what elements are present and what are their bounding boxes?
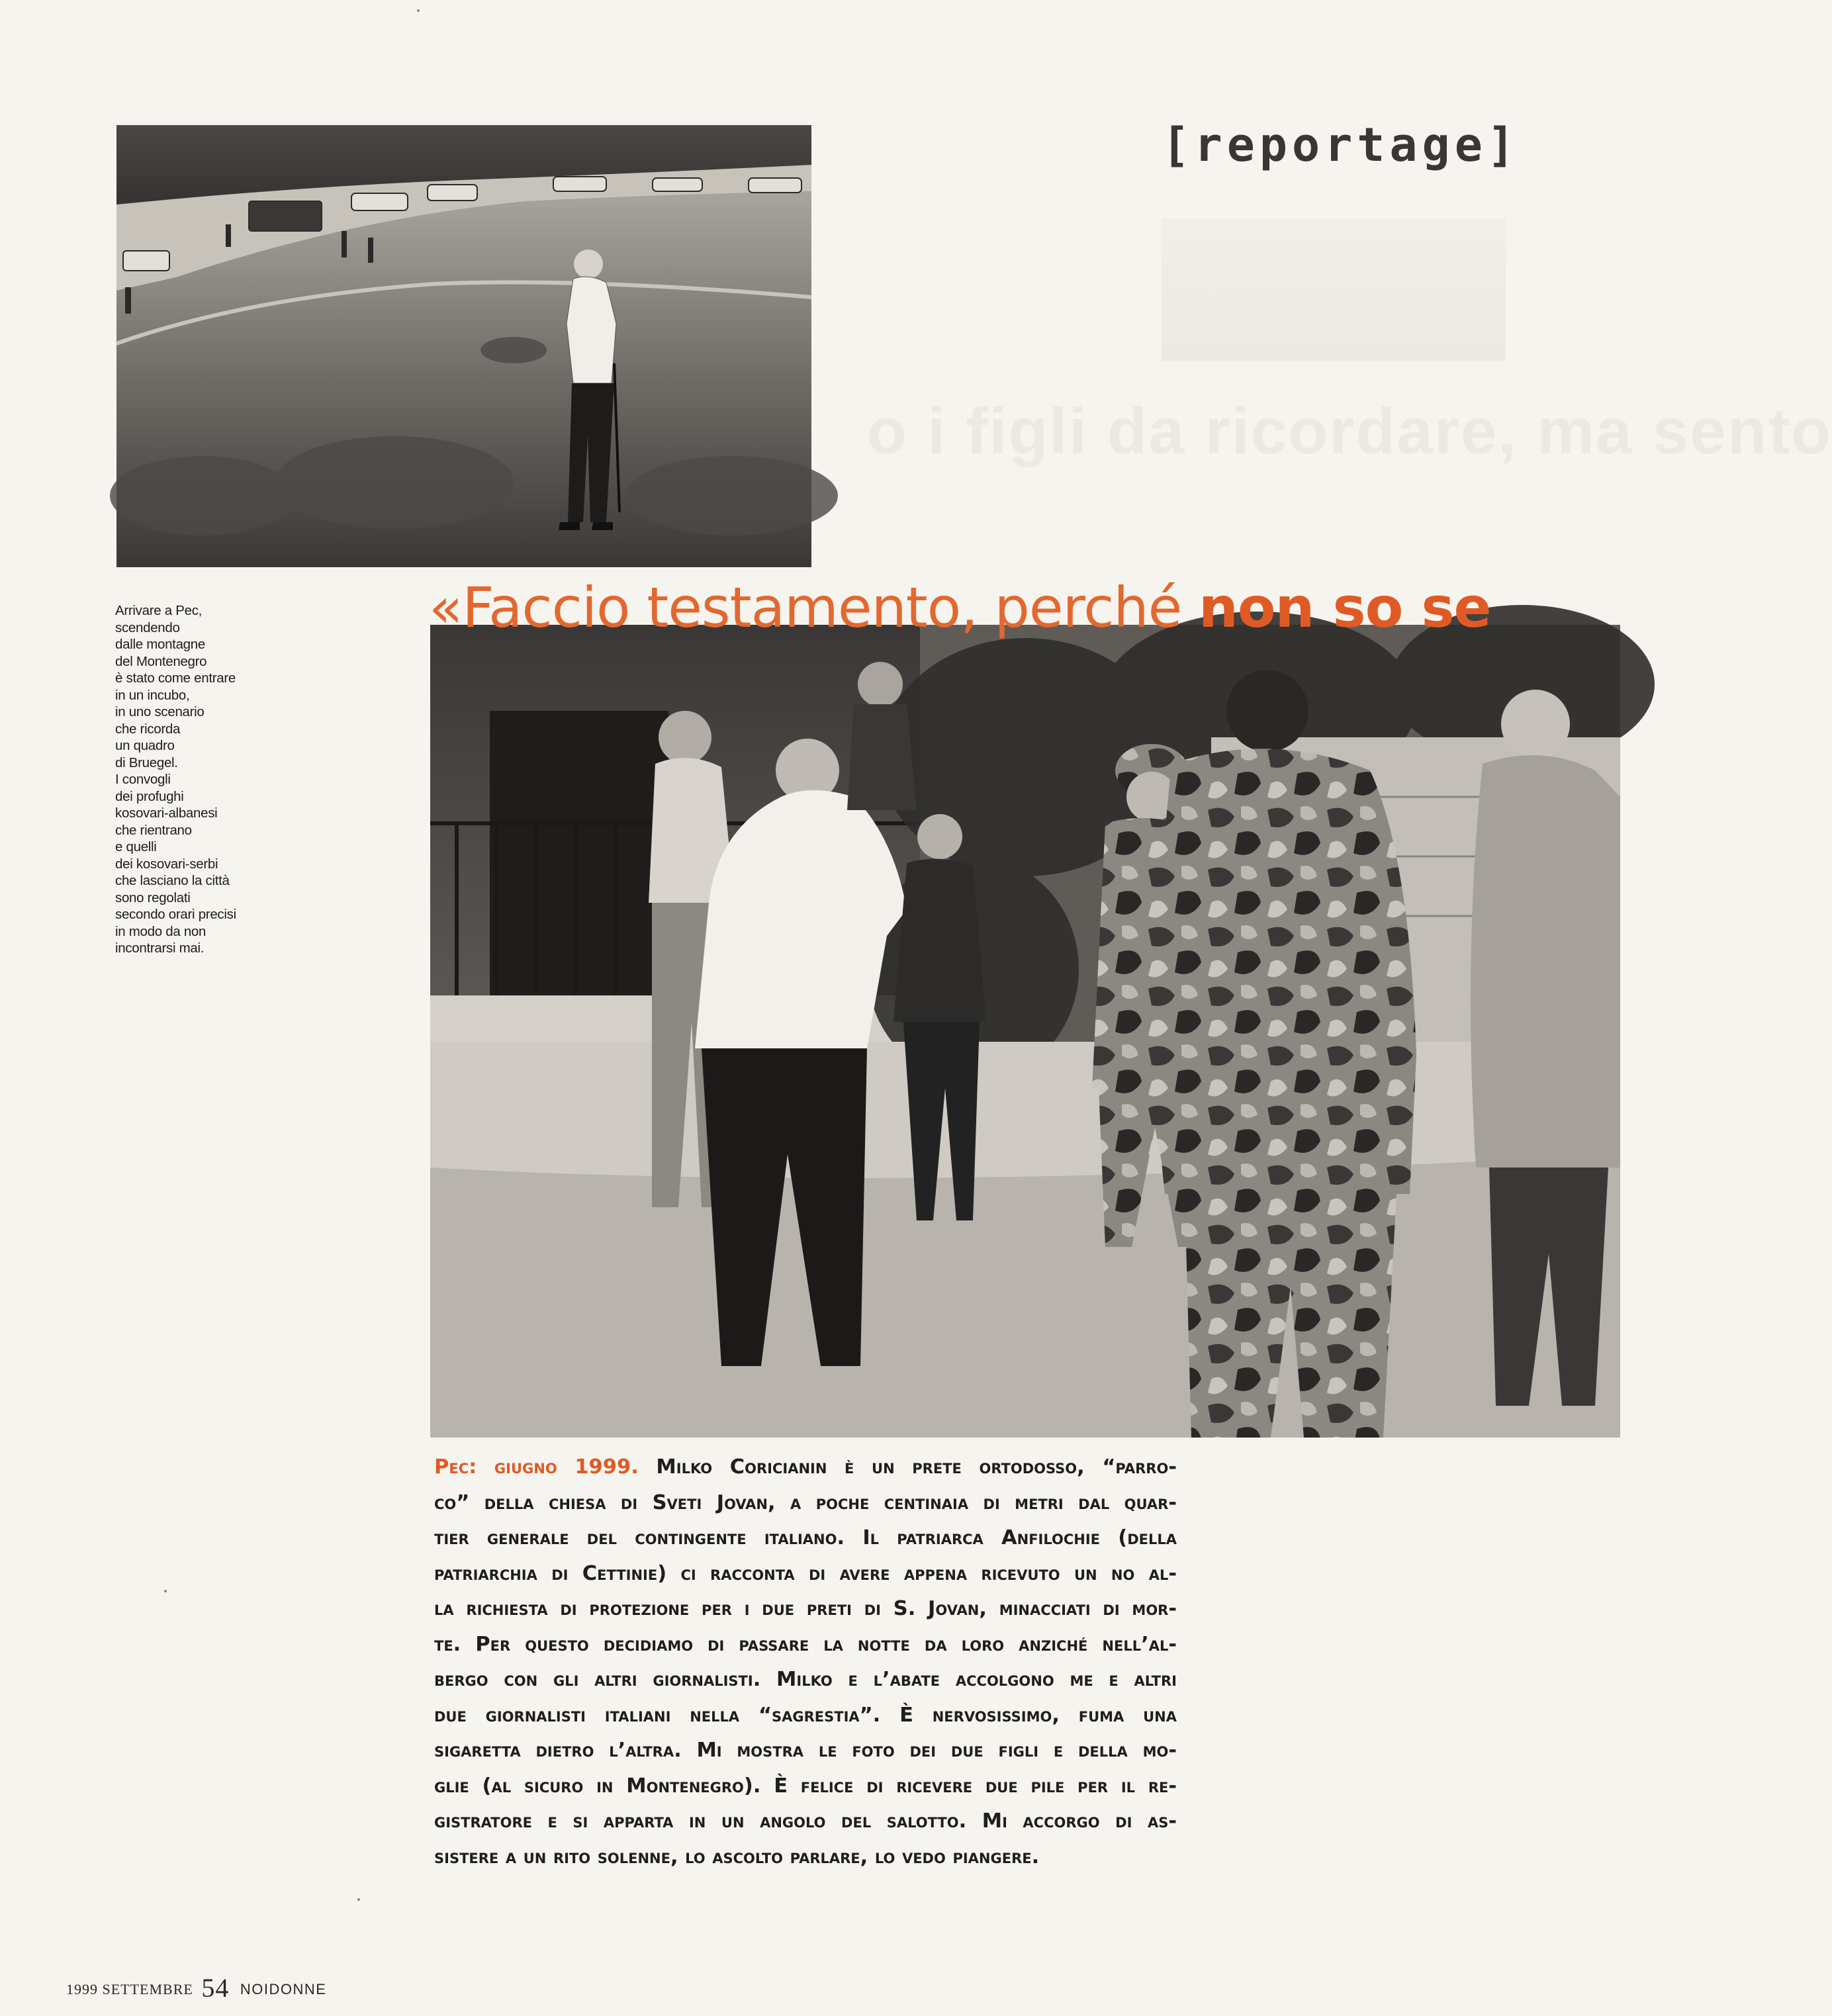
sidebar-caption-line: e quelli — [115, 839, 157, 854]
sidebar-caption-line: che rientrano — [115, 822, 192, 838]
sidebar-caption-line: incontrarsi mai. — [115, 940, 205, 956]
page-footer — [66, 1972, 326, 2003]
sidebar-caption-line: che lasciano la città — [115, 873, 230, 888]
caption-line: patriarchia di Cettinie) ci racconta di avere appena ricevuto un no al- — [434, 1561, 1177, 1585]
sidebar-caption-line: kosovari-albanesi — [115, 805, 218, 821]
sidebar-caption-line: I convogli — [115, 772, 171, 787]
caption-line — [434, 1449, 1177, 1485]
sidebar-caption-line: in modo da non — [115, 923, 206, 939]
print-speck — [417, 9, 420, 12]
print-speck — [164, 1590, 167, 1592]
caption-line: sistere a un rito solenne, lo ascolto parlare, lo vedo piangere. — [434, 1845, 1040, 1868]
sidebar-caption-line: secondo orari precisi — [115, 907, 236, 922]
sidebar-caption-line: dei profughi — [115, 788, 184, 804]
caption-line: la richiesta di protezione per i due preti di S. Jovan, minacciati di mor- — [434, 1597, 1177, 1620]
caption-line: bergo con gli altri giornalisti. Milko e l’abate accolgono me e altri — [434, 1668, 1177, 1691]
sidebar-caption-line: un quadro — [115, 738, 175, 753]
caption-line: tier generale del contingente italiano. Il patriarca Anfilochie (della — [434, 1526, 1177, 1549]
sidebar-caption-line: in uno scenario — [115, 704, 205, 719]
caption-kicker: Pec: giugno 1999. — [434, 1455, 639, 1479]
photo-group-with-soldiers — [430, 625, 1620, 1438]
caption-line-text: Milko Coricianin è un prete ortodosso, “parro- — [638, 1455, 1177, 1479]
faded-background-heading: o i figli da ricordare, ma sento — [867, 394, 1832, 467]
headline-bold: non so se — [1199, 575, 1491, 640]
sidebar-caption-line: sono regolati — [115, 890, 191, 905]
page-number: 54 — [201, 1973, 230, 2003]
photo-mountain-road — [116, 125, 811, 567]
footer-date: 1999 SETTEMBRE — [66, 1981, 193, 1997]
magazine-name: NOIDONNE — [240, 1981, 327, 1997]
caption-line: sigaretta dietro l’altra. Mi mostra le foto dei due figli e della mo- — [434, 1739, 1177, 1762]
print-speck — [357, 1898, 360, 1901]
caption-line: co” della chiesa di Sveti Jovan, a poche centinaia di metri dal quar- — [434, 1490, 1177, 1514]
headline-normal: «Faccio testamento, perché — [429, 575, 1182, 640]
sidebar-caption-line: scendendo — [115, 619, 180, 635]
sidebar-caption-line: dalle montagne — [115, 637, 205, 652]
headline — [429, 574, 1620, 641]
sidebar-caption-line: di Bruegel. — [115, 755, 178, 770]
photo-caption — [434, 1449, 1177, 1874]
sidebar-caption-line: del Montenegro — [115, 653, 207, 669]
sidebar-caption-line: in un incubo, — [115, 687, 190, 703]
caption-line: due giornalisti italiani nella “sagrestia”. È nervosissimo, fuma una — [434, 1703, 1177, 1727]
caption-line: te. Per questo decidiamo di passare la notte da loro anziché nell’al- — [434, 1632, 1177, 1656]
section-label: [reportage] — [1162, 118, 1520, 172]
faded-print-block — [1162, 218, 1506, 361]
sidebar-caption-line: Arrivare a Pec, — [115, 603, 203, 618]
caption-line: gistratore e si apparta in un angolo del salotto. Mi accorgo di as- — [434, 1810, 1177, 1833]
sidebar-caption-line: dei kosovari-serbi — [115, 856, 218, 872]
sidebar-caption-line: che ricorda — [115, 721, 181, 737]
caption-line: glie (al sicuro in Montenegro). È felice di ricevere due pile per il re- — [434, 1774, 1177, 1798]
sidebar-caption — [115, 602, 307, 957]
sidebar-caption-line: è stato come entrare — [115, 670, 236, 686]
